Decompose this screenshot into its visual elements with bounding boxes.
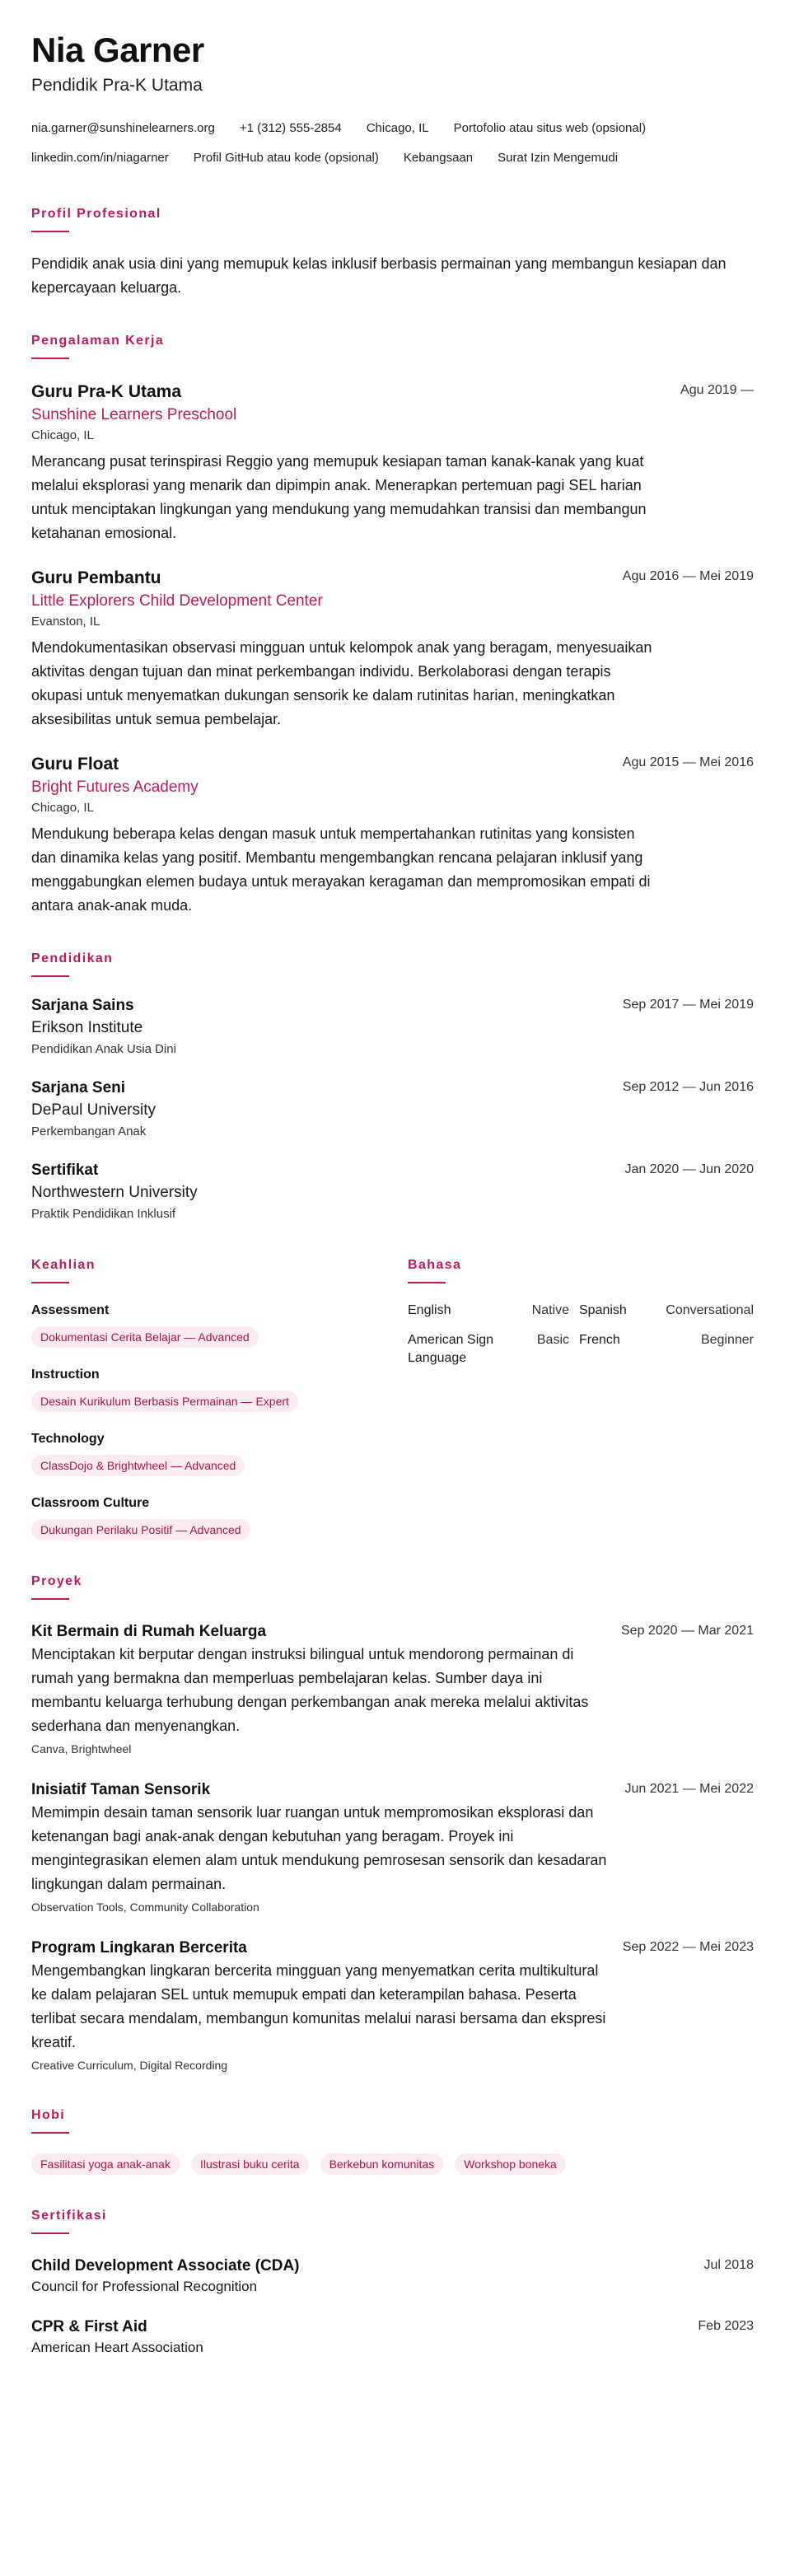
contact-github[interactable]: Profil GitHub atau kode (opsional): [193, 151, 379, 165]
language-name: French: [579, 1333, 620, 1347]
project-entry: [31, 1938, 754, 2074]
contact-license: Surat Izin Mengemudi: [498, 151, 619, 165]
education-date: Jan 2020 — Jun 2020: [624, 1162, 754, 1176]
skill-category: Classroom Culture: [31, 1496, 150, 1510]
experience-section: [31, 333, 754, 918]
person-name: Nia Garner: [31, 30, 204, 69]
education-school: DePaul University: [31, 1101, 156, 1119]
project-tools: Observation Tools, Community Collaboration: [31, 1900, 259, 1914]
skill-pill: Dokumentasi Cerita Belajar — Advanced: [31, 1326, 259, 1348]
language-level: Native: [531, 1303, 569, 1317]
certification-name: Child Development Associate (CDA): [31, 2257, 300, 2274]
education-degree: Sarjana Sains: [31, 997, 134, 1014]
job-entry: [31, 567, 754, 732]
languages-section: [408, 1257, 754, 1540]
job-description: Mendukung beberapa kelas dengan masuk untuk mempertahankan rutinitas yang konsisten dan dinamika kelas yang positif. Membantu mengembangkan rencana pelajaran inklusif yang menggabungkan elemen budaya untuk merayakan keragaman dan mempromosikan empati di antara anak-anak muda.: [31, 825, 651, 914]
job-company: Sunshine Learners Preschool: [31, 406, 237, 423]
certification-issuer: Council for Professional Recognition: [31, 2279, 258, 2294]
project-title: Inisiatif Taman Sensorik: [31, 1781, 211, 1798]
section-divider: [31, 1598, 69, 1600]
language-list: [408, 1302, 754, 1367]
education-entry: [31, 1078, 754, 1142]
contact-linkedin[interactable]: linkedin.com/in/niagarner: [31, 151, 169, 165]
education-date: Sep 2017 — Mei 2019: [622, 998, 754, 1012]
language-name: English: [408, 1303, 451, 1317]
job-company: Bright Futures Academy: [31, 778, 199, 796]
certification-date: Jul 2018: [703, 2258, 754, 2272]
section-divider: [31, 975, 69, 977]
section-divider: [31, 2232, 69, 2234]
hobby-pill: Workshop boneka: [455, 2153, 566, 2175]
job-date: Agu 2016 — Mei 2019: [622, 569, 754, 583]
project-description: Menciptakan kit berputar dengan instruksi bilingual untuk mendorong permainan di rumah yang bermakna dan memperluas pembelajaran kelas. Sumber daya ini membantu keluarga terhubung dengan perkembangan anak mereka melalui aktivitas sederhana dan menyenangkan.: [31, 1646, 589, 1734]
skills-languages-row: [31, 1257, 754, 1540]
hobbies-section: [31, 2107, 754, 2175]
section-divider: [31, 358, 69, 359]
skill-category: Instruction: [31, 1367, 100, 1382]
education-degree: Sertifikat: [31, 1162, 99, 1179]
project-tools: Canva, Brightwheel: [31, 1742, 132, 1756]
certification-name: CPR & First Aid: [31, 2318, 147, 2335]
project-date: Sep 2020 — Mar 2021: [621, 1624, 754, 1638]
hobby-pill: Berkebun komunitas: [320, 2153, 444, 2175]
certification-issuer: American Heart Association: [31, 2340, 203, 2355]
section-divider: [408, 1282, 446, 1283]
section-title: Hobi: [31, 2108, 66, 2122]
project-tools: Creative Curriculum, Digital Recording: [31, 2059, 228, 2072]
language-level: Basic: [536, 1333, 569, 1347]
project-description: Mengembangkan lingkaran bercerita mingguan yang menyematkan cerita multikultural ke dalam pelajaran SEL untuk memupuk empati dan keterampilan bahasa. Peserta terlibat secara mendalam, membangun komunitas melalui narasi bersama dan ekspresi kreatif.: [31, 1962, 606, 2050]
education-field: Perkembangan Anak: [31, 1124, 147, 1138]
job-description: Merancang pusat terinspirasi Reggio yang memupuk kesiapan taman kanak-kanak yang kuat melalui eksplorasi yang menarik dan dipimpin anak. Menerapkan pertemuan pagi SEL harian untuk menciptakan lingkungan yang mendukung yang memudahkan transisi dan membangun ketahanan emosional.: [31, 453, 647, 541]
contact-location: Chicago, IL: [366, 121, 429, 135]
job-location: Chicago, IL: [31, 428, 94, 442]
section-title: Bahasa: [408, 1258, 462, 1272]
section-divider: [31, 2132, 69, 2134]
contact-email[interactable]: nia.garner@sunshinelearners.org: [31, 121, 215, 135]
hobby-pill: Fasilitasi yoga anak-anak: [31, 2153, 180, 2175]
header: [31, 30, 754, 173]
education-entry: [31, 995, 754, 1059]
project-title: Program Lingkaran Bercerita: [31, 1939, 247, 1957]
job-description: Mendokumentasikan observasi mingguan untuk kelompok anak yang beragam, menyesuaikan aktivitas dengan tujuan dan minat perkembangan individu. Berkolaborasi dengan terapis okupasi untuk menyematkan dukungan sensorik ke dalam rutinitas harian, meningkatkan aksesibilitas untuk semua pembelajar.: [31, 639, 652, 727]
job-location: Chicago, IL: [31, 801, 94, 815]
skill-category: Assessment: [31, 1303, 110, 1317]
job-location: Evanston, IL: [31, 615, 100, 629]
section-title: Profil Profesional: [31, 207, 161, 221]
language-name: American Sign Language: [408, 1333, 494, 1365]
education-section: [31, 951, 754, 1224]
education-school: Northwestern University: [31, 1184, 198, 1201]
contact-list: [31, 114, 754, 173]
section-title: Keahlian: [31, 1258, 96, 1272]
skill-pill: Dukungan Perilaku Positif — Advanced: [31, 1519, 250, 1540]
job-title: Guru Float: [31, 755, 119, 774]
language-level: Beginner: [700, 1333, 754, 1347]
education-school: Erikson Institute: [31, 1019, 143, 1036]
hobby-list: [31, 2153, 754, 2175]
language-name: Spanish: [579, 1303, 627, 1317]
education-degree: Sarjana Seni: [31, 1079, 126, 1096]
section-title: Pendidikan: [31, 951, 114, 965]
job-date: Agu 2019 —: [680, 383, 754, 397]
project-date: Sep 2022 — Mei 2023: [622, 1940, 754, 1954]
project-entry: [31, 1779, 754, 1916]
skills-section: [31, 1257, 408, 1540]
summary-text: Pendidik anak usia dini yang memupuk kelas inklusif berbasis permainan yang membangun kesiapan dan kepercayaan keluarga.: [31, 255, 727, 296]
headline: Pendidik Pra-K Utama: [31, 76, 203, 95]
contact-nationality: Kebangsaan: [403, 151, 474, 165]
education-field: Praktik Pendidikan Inklusif: [31, 1207, 176, 1221]
section-title: Pengalaman Kerja: [31, 334, 165, 348]
project-date: Jun 2021 — Mei 2022: [624, 1782, 754, 1796]
project-entry: [31, 1621, 754, 1758]
job-title: Guru Pembantu: [31, 568, 161, 587]
section-divider: [31, 231, 69, 232]
project-description: Memimpin desain taman sensorik luar ruangan untuk mempromosikan eksplorasi dan ketenangan bagi anak-anak dengan kebutuhan yang beragam. Proyek ini mengintegrasikan elemen alam untuk mendukung pemrosesan sensorik dan kesadaran lingkungan dalam permainan.: [31, 1804, 607, 1892]
contact-portfolio[interactable]: Portofolio atau situs web (opsional): [453, 121, 647, 135]
project-title: Kit Bermain di Rumah Keluarga: [31, 1623, 267, 1640]
section-title: Proyek: [31, 1574, 82, 1588]
certification-entry: [31, 2256, 754, 2297]
job-entry: [31, 753, 754, 918]
section-title: Sertifikasi: [31, 2209, 107, 2223]
contact-phone[interactable]: +1 (312) 555-2854: [239, 121, 342, 135]
job-title: Guru Pra-K Utama: [31, 382, 182, 401]
certification-entry: [31, 2317, 754, 2358]
skill-pill: Desain Kurikulum Berbasis Permainan — Expert: [31, 1391, 298, 1412]
section-divider: [31, 1282, 69, 1283]
job-entry: [31, 381, 754, 545]
education-date: Sep 2012 — Jun 2016: [622, 1080, 754, 1094]
hobby-pill: Ilustrasi buku cerita: [191, 2153, 309, 2175]
education-field: Pendidikan Anak Usia Dini: [31, 1042, 176, 1056]
language-level: Conversational: [666, 1303, 754, 1317]
certifications-section: [31, 2208, 754, 2358]
job-company: Little Explorers Child Development Center: [31, 592, 323, 610]
summary-section: [31, 206, 754, 300]
education-entry: [31, 1160, 754, 1224]
skill-pill: ClassDojo & Brightwheel — Advanced: [31, 1455, 245, 1476]
job-date: Agu 2015 — Mei 2016: [622, 755, 754, 769]
projects-section: [31, 1573, 754, 2074]
certification-date: Feb 2023: [698, 2319, 754, 2333]
skill-category: Technology: [31, 1432, 105, 1446]
